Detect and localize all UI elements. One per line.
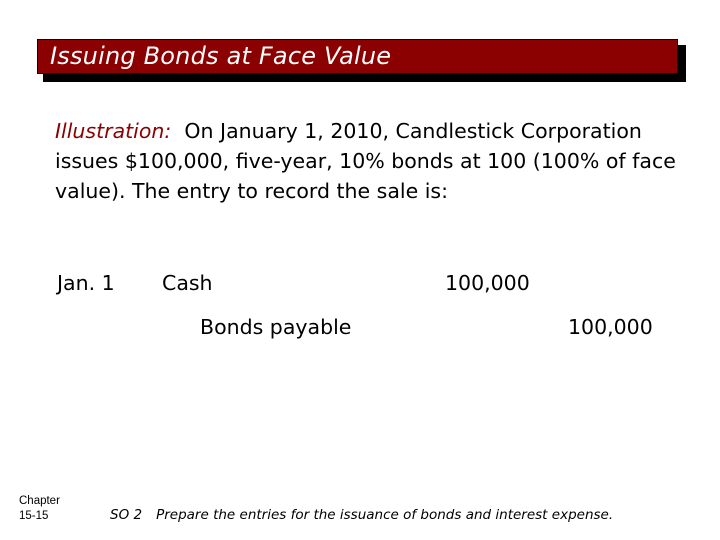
chapter-label: Chapter	[19, 495, 60, 507]
entry-credit-account: Bonds payable	[200, 315, 352, 339]
title-banner	[37, 39, 678, 74]
chapter-marker	[19, 494, 60, 524]
illustration-text: On January 1, 2010, Candlestick Corporation issues $100,000, five-year, 10% bonds at 100 (100% of face value). The entry to record the sale is:	[55, 119, 676, 203]
entry-date: Jan. 1	[57, 271, 115, 295]
illustration-paragraph	[55, 116, 695, 206]
entry-debit-amount: 100,000	[445, 271, 530, 295]
so-text: Prepare the entries for the issuance of bonds and interest expense.	[156, 507, 614, 523]
study-objective	[110, 507, 613, 523]
entry-credit-amount: 100,000	[568, 315, 653, 339]
page-number: 15-15	[19, 510, 49, 522]
slide-title: Issuing Bonds at Face Value	[50, 42, 392, 70]
illustration-label: Illustration:	[55, 119, 172, 143]
so-number: SO 2	[110, 507, 143, 523]
entry-debit-account: Cash	[162, 271, 213, 295]
